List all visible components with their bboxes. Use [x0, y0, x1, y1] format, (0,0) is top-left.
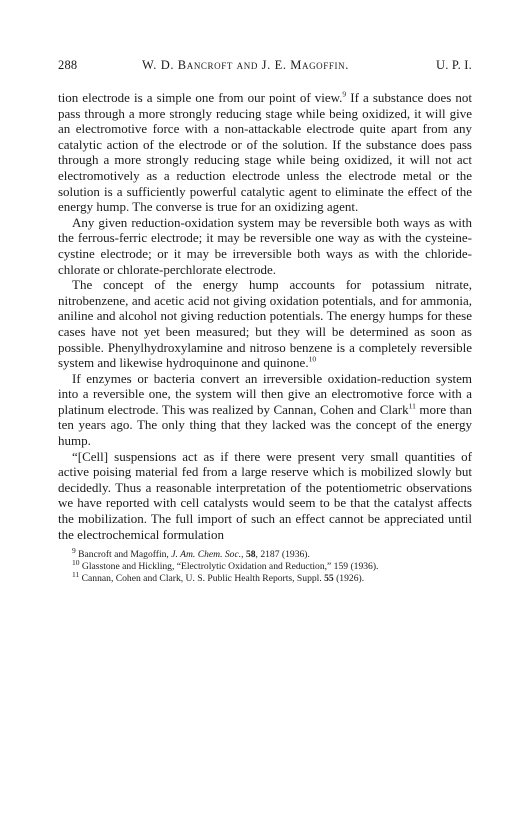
- paragraph-text: more than ten years ago. The only thing that they lacked was the concept of the energy hump.: [58, 401, 473, 449]
- paragraph-text: If a substance does not pass through a more strongly reducing stage while being oxidized, it will give an electromotive force with a non-attackable electrode quite apart from any catalytic action of the electrode or of the solution. If the substance does pass through a more strongly reducing stage while being oxidized, it will not act electromotively as a reduction electrode unless the electrode metal or the solution is a sufficiently powerful catalytic agent to eliminate the effect of the energy hump. The converse is true for an oxidizing agent.: [58, 90, 472, 215]
- footnote-ref: 11: [408, 401, 416, 411]
- running-journal: U. P. I.: [436, 58, 472, 72]
- paragraph-text: The concept of the energy hump accounts for potassium nitrate, nitrobenzene, and acetic acid not giving oxidation potentials, and for ammonia, aniline and alcohol not giving reduction potentials. The energy humps for these cases have not yet been measured; but they will be determined as soon as possible. Phenylhydroxylamine and nitroso benzene is a completely reversible system and likewise hydroquinone and quinone.: [58, 277, 472, 371]
- paragraph: [58, 90, 472, 215]
- running-header: [58, 58, 472, 78]
- paragraph: [58, 449, 472, 543]
- footnote-number: 10: [72, 558, 80, 568]
- footnote-journal: J. Am. Chem. Soc.: [171, 549, 242, 561]
- paragraph: [58, 277, 472, 371]
- footnote-text: Bancroft and Magoffin,: [75, 549, 172, 561]
- paragraph: [58, 371, 472, 449]
- footnote-number: 9: [72, 546, 76, 556]
- footnote-text: (1926).: [333, 573, 365, 585]
- footnote-ref: 9: [342, 89, 347, 99]
- footnote: [58, 558, 472, 573]
- footnote-ref: 10: [308, 354, 317, 364]
- footnote-volume: 55: [324, 573, 334, 585]
- paragraph-text: Any given reduction-oxidation system may be reversible both ways as with the ferrous-ferric electrode; it may be reversible one way as with the cysteine-cystine electrode; or it may be irreversible both ways as with the chloride-chlorate or chlorate-perchlorate electrode.: [58, 214, 472, 277]
- footnote-text: , 2187 (1936).: [255, 549, 310, 561]
- paragraph-text: tion electrode is a simple one from our point of view.: [58, 90, 343, 105]
- page-number: 288: [58, 58, 78, 72]
- footnote-text: Glasstone and Hickling, “Electrolytic Oxidation and Reduction,” 159 (1936).: [79, 561, 379, 573]
- footnote-text: Cannan, Cohen and Clark, U. S. Public Health Reports, Suppl.: [79, 573, 325, 585]
- running-authors: W. D. Bancroft and J. E. Magoffin.: [142, 58, 349, 72]
- footnote: $^9$ Bancroft and Magoffin, J. Am. Chem. Soc., 58, 2187 (1936).: [72, 546, 310, 561]
- footnotes: [58, 546, 472, 585]
- footnote-number: 11: [72, 570, 80, 580]
- paragraph-text: “[Cell] suspensions act as if there were present very small quantities of active poising material fed from a large reserve which is mobilized slowly but decidedly. Thus a reasonable interpretation of the potentiometric observations we have reported with cell catalysts would seem to be that the catalyst affects the mobilization. The full import of such an effect cannot be appreciated until the electrochemical formulation: [58, 448, 472, 542]
- footnote-volume: 58: [245, 549, 256, 561]
- paragraph: [58, 215, 472, 277]
- body-text: [58, 90, 472, 542]
- footnote: [58, 570, 472, 585]
- page: [58, 58, 472, 585]
- paragraph-text: If enzymes or bacteria convert an irreversible oxidation-reduction system into a reversible one, the system will then give an electromotive force with a platinum electrode. This was realized by Cannan, Cohen and Clark: [58, 370, 472, 417]
